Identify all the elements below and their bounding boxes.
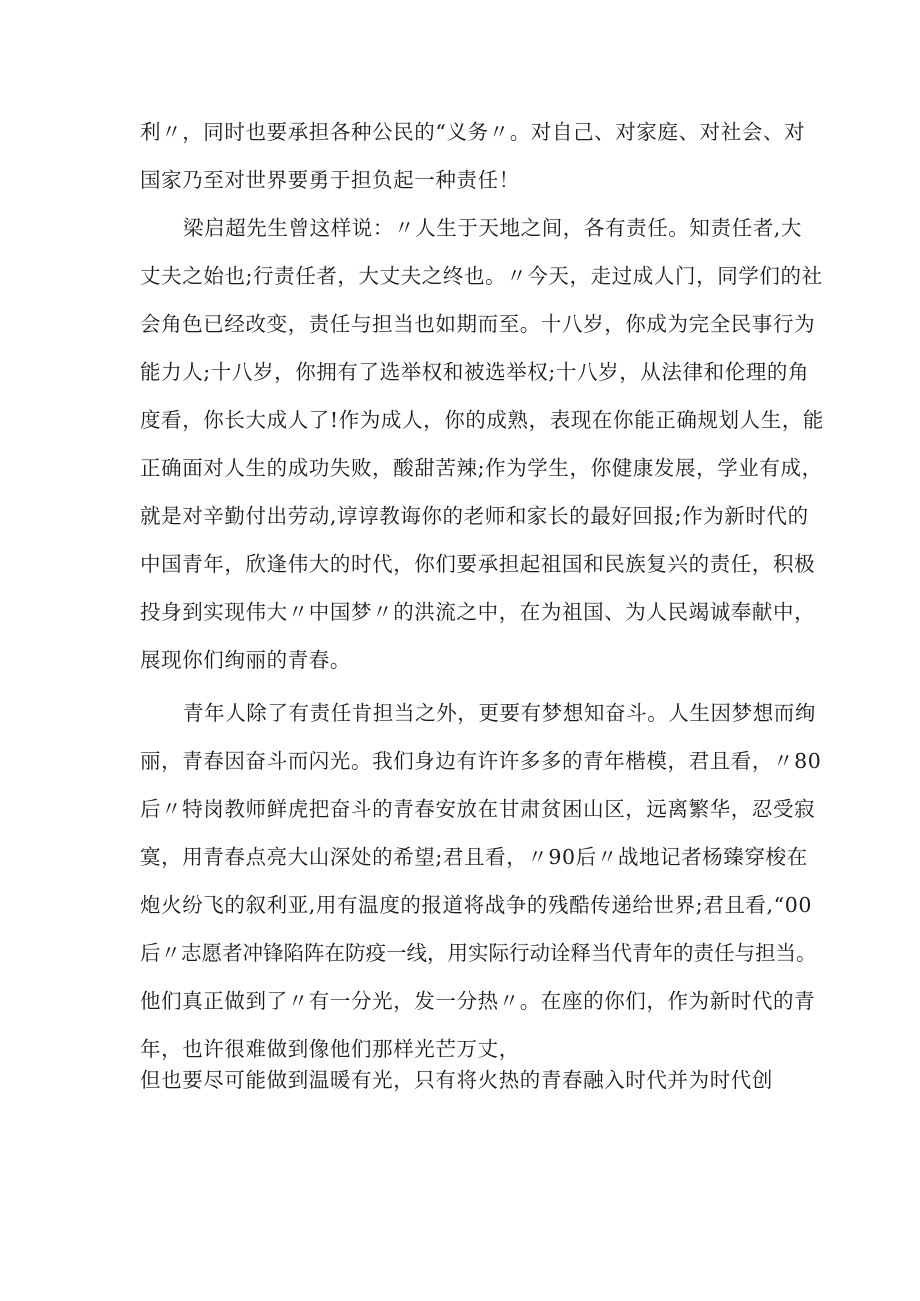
paragraph-start-line: 梁启超先生曾这样说：〃人生于天地之间，各有责任。知责任者,大 [183,216,803,240]
text-line: 展现你们绚丽的青春。 [140,648,351,672]
text-line: 正确面对人生的成功失败，酸甜苦辣;作为学生，你健康发展，学业有成， [140,456,823,480]
text-line: 能力人;十八岁，你拥有了选举权和被选举权;十八岁，从法律和伦理的角 [140,360,810,384]
text-line: 利〃，同时也要承担各种公民的“义务〃。对自己、对家庭、对社会、对 [140,120,806,144]
text-line: 年，也许很难做到像他们那样光芒万丈， [140,1037,520,1061]
text-line: 度看，你长大成人了!作为成人，你的成熟，表现在你能正确规划人生，能 [140,408,825,432]
text-line: 但也要尽可能做到温暖有光，只有将火热的青春融入时代并为时代创 [140,1068,773,1092]
paragraph-start-line: 青年人除了有责任肯担当之外，更要有梦想知奋斗。人生因梦想而绚 [183,701,816,725]
text-line: 后〃志愿者冲锋陷阵在防疫一线，用实际行动诠释当代青年的责任与担当。 [140,941,817,965]
text-line: 寞，用青春点亮大山深处的希望;君且看，〃90后〃战地记者杨臻穿梭在 [140,845,808,869]
text-line: 丈夫之始也;行责任者，大丈夫之终也。〃今天，走过成人门，同学们的社 [140,264,823,288]
text-line: 中国青年，欣逢伟大的时代，你们要承担起祖国和民族复兴的责任，积极 [140,552,816,576]
text-line: 就是对辛勤付出劳动,谆谆教诲你的老师和家长的最好回报;作为新时代的 [140,504,809,528]
text-line: 丽，青春因奋斗而闪光。我们身边有许许多多的青年楷模，君且看，〃80 [140,749,822,773]
text-line: 后〃特岗教师鲜虎把奋斗的青春安放在甘肃贫困山区，远离繁华，忍受寂 [140,797,816,821]
text-line: 他们真正做到了〃有一分光，发一分热〃。在座的你们，作为新时代的青 [140,989,816,1013]
text-line: 会角色已经改变，责任与担当也如期而至。十八岁，你成为完全民事行为 [140,312,816,336]
text-line: 投身到实现伟大〃中国梦〃的洪流之中，在为祖国、为人民竭诚奉献中， [140,600,816,624]
text-line: 国家乃至对世界要勇于担负起一种责任！ [140,168,520,192]
text-line: 炮火纷飞的叙利亚,用有温度的报道将战争的残酷传递给世界;君且看,“00 [140,893,813,917]
